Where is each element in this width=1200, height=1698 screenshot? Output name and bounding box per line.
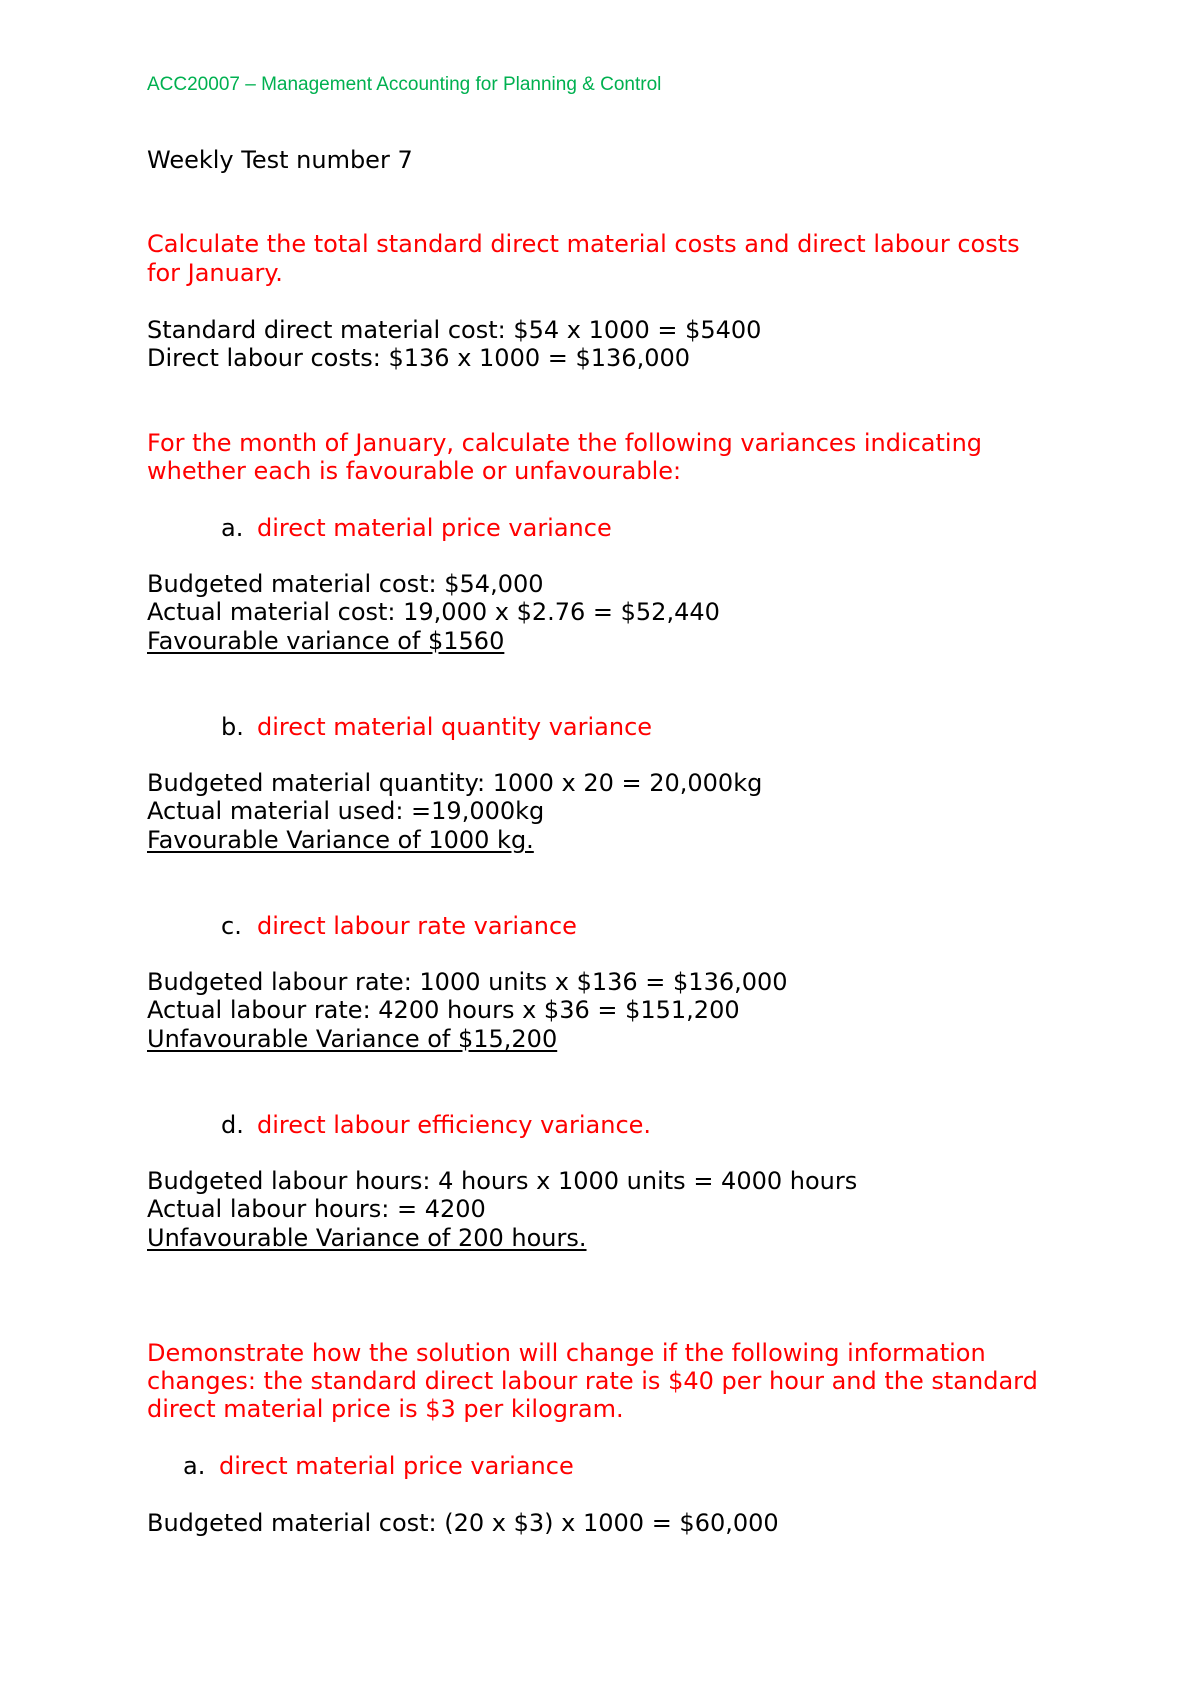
question-3-line-1: Demonstrate how the solution will change if the following information (147, 1339, 986, 1367)
list-marker: c. (221, 912, 242, 940)
page-title: Weekly Test number 7 (147, 146, 413, 174)
answer-2a-line-1: Budgeted material cost: $54,000 (147, 570, 544, 598)
list-item-label: direct labour rate variance (257, 912, 577, 940)
answer-2a-result: Favourable variance of $1560 (147, 627, 505, 655)
list-item-label: direct material price variance (257, 514, 612, 542)
list-item-3a (183, 1452, 574, 1481)
answer-2c-line-2: Actual labour rate: 4200 hours x $36 = $151,200 (147, 996, 740, 1024)
answer-2c-result: Unfavourable Variance of $15,200 (147, 1025, 558, 1053)
answer-2d-result: Unfavourable Variance of 200 hours. (147, 1224, 587, 1252)
answer-2b-result: Favourable Variance of 1000 kg. (147, 826, 534, 854)
list-marker: d. (221, 1111, 244, 1139)
answer-2b-line-2: Actual material used: =19,000kg (147, 797, 545, 825)
question-3-line-2: changes: the standard direct labour rate is $40 per hour and the standard (147, 1367, 1038, 1395)
question-1-line-1: Calculate the total standard direct material costs and direct labour costs (147, 230, 1020, 258)
question-1-line-2: for January. (147, 259, 283, 287)
list-item-label: direct material price variance (219, 1452, 574, 1480)
answer-2a-line-2: Actual material cost: 19,000 x $2.76 = $52,440 (147, 598, 720, 626)
answer-1-line-1: Standard direct material cost: $54 x 1000 = $5400 (147, 316, 762, 344)
answer-2b-line-1: Budgeted material quantity: 1000 x 20 = 20,000kg (147, 769, 763, 797)
answer-2c-line-1: Budgeted labour rate: 1000 units x $136 = $136,000 (147, 968, 788, 996)
answer-3a-line-1: Budgeted material cost: (20 x $3) x 1000 = $60,000 (147, 1509, 779, 1537)
answer-2d-line-2: Actual labour hours: = 4200 (147, 1195, 486, 1223)
list-item-label: direct material quantity variance (257, 713, 653, 741)
list-item-label: direct labour efficiency variance. (257, 1111, 652, 1139)
list-item-2b (221, 713, 652, 742)
question-3-line-3: direct material price is $3 per kilogram. (147, 1395, 624, 1423)
list-item-2a (221, 514, 612, 543)
list-item-2d (221, 1111, 651, 1140)
answer-1-line-2: Direct labour costs: $136 x 1000 = $136,000 (147, 344, 690, 372)
answer-2d-line-1: Budgeted labour hours: 4 hours x 1000 units = 4000 hours (147, 1167, 858, 1195)
list-marker: b. (221, 713, 244, 741)
list-marker: a. (183, 1452, 206, 1480)
list-item-2c (221, 912, 577, 941)
list-marker: a. (221, 514, 244, 542)
page-header: ACC20007 – Management Accounting for Planning & Control (147, 74, 662, 95)
question-2-line-1: For the month of January, calculate the following variances indicating (147, 429, 983, 457)
question-2-line-2: whether each is favourable or unfavourable: (147, 457, 682, 485)
